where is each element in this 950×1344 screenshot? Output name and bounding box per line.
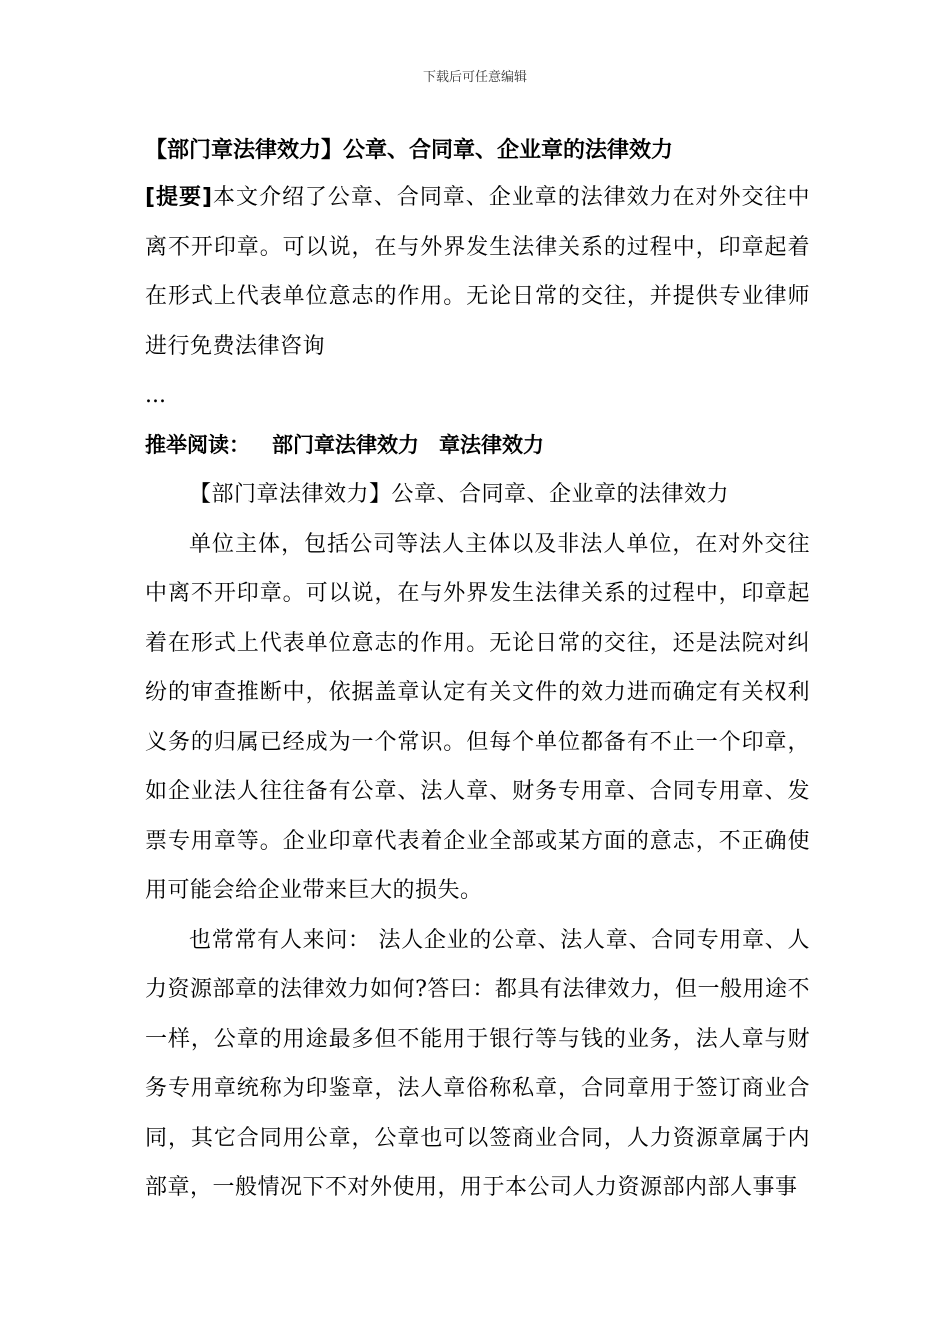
recommend-link-1[interactable]: 部门章法律效力 [272, 432, 419, 457]
document-body [145, 128, 810, 1213]
page-header: 下载后可任意编辑 [422, 70, 527, 85]
document-title: 【部门章法律效力】公章、合同章、企业章的法律效力 [145, 138, 674, 163]
recommended-reading [145, 421, 810, 471]
article-subtitle: 【部门章法律效力】公章、合同章、企业章的法律效力 [189, 482, 730, 507]
body-paragraph-1: 单位主体，包括公司等法人主体以及非法人单位，在对外交往中离不开印章。可以说，在与外界发生法律关系的过程中，印章起着在形式上代表单位意志的作用。无论日常的交往，还是法院对纠纷的审查推断中，依据盖章认定有关文件的效力进而确定有关权利义务的归属已经成为一个常识。但每个单位都备有不止一个印章，如企业法人往往备有公章、法人章、财务专用章、合同专用章、发票专用章等。企业印章代表着企业全部或某方面的意志，不正确使用可能会给企业带来巨大的损失。 [145, 531, 810, 903]
summary-text: 本文介绍了公章、合同章、企业章的法律效力在对外交往中离不开印章。可以说，在与外界发生法律关系的过程中，印章起着在形式上代表单位意志的作用。无论日常的交往，并提供专业律师进行免费法律咨询 [145, 185, 810, 359]
recommend-link-2[interactable]: 章法律效力 [439, 432, 544, 457]
ellipsis: ... [145, 383, 166, 408]
summary-label: [提要] [145, 185, 213, 210]
summary-paragraph [145, 173, 810, 371]
recommend-label: 推举阅读： [145, 432, 250, 457]
body-paragraph-2: 也常常有人来问： 法人企业的公章、法人章、合同专用章、人力资源部章的法律效力如何?答曰：都具有法律效力，但一般用途不一样，公章的用途最多但不能用于银行等与钱的业务，法人章与财务专用章统称为印鉴章，法人章俗称私章，合同章用于签订商业合同，其它合同用公章，公章也可以签商业合同，人力资源章属于内部章，一般情况下不对外使用，用于本公司人力资源部内部人事事 [145, 927, 810, 1200]
